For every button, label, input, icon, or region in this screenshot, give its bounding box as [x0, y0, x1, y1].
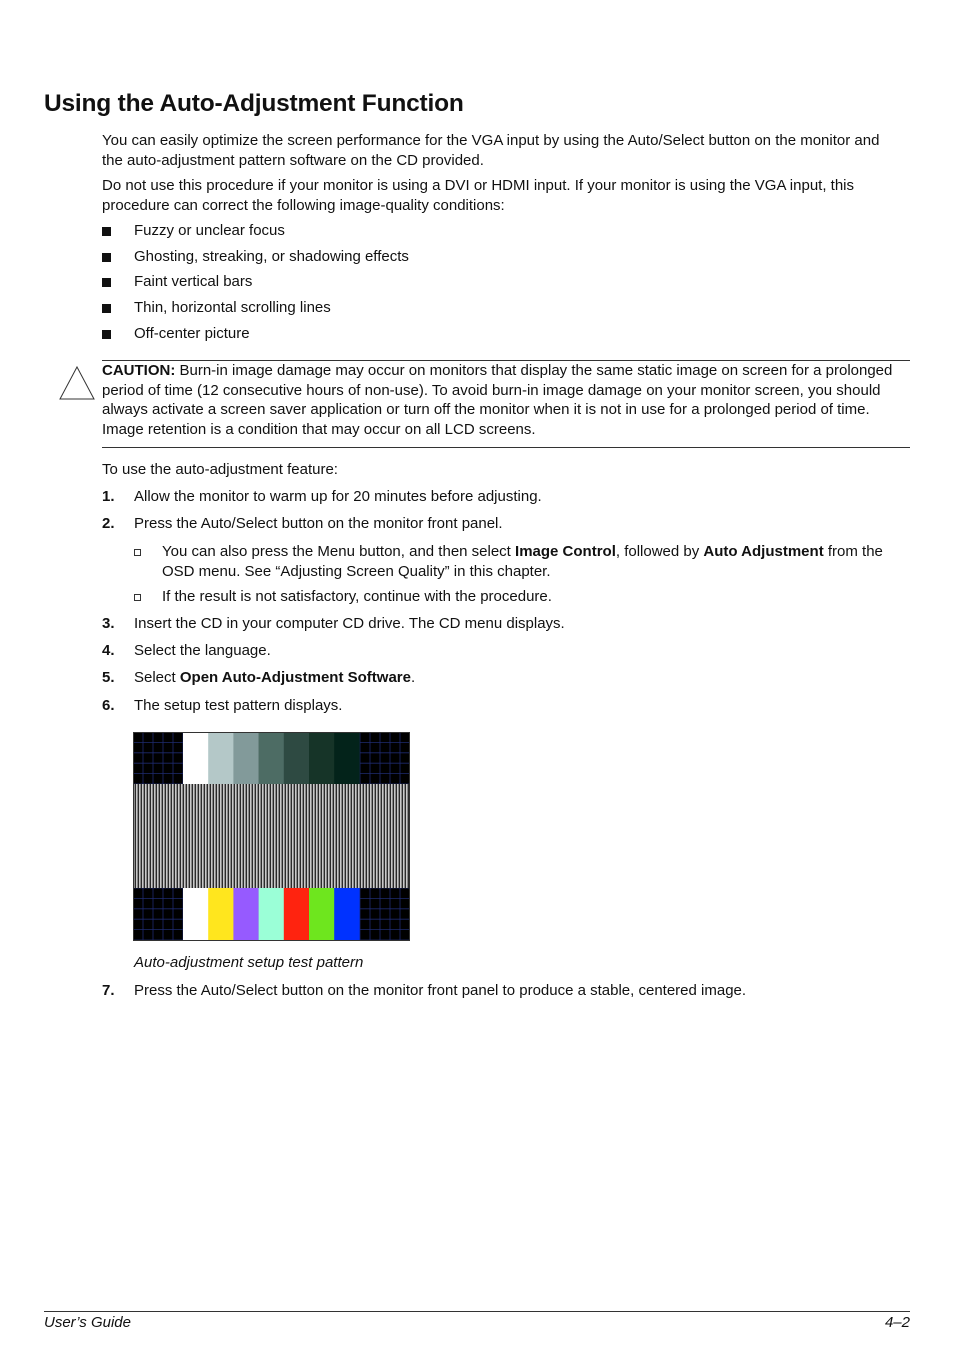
step-text: Press the Auto/Select button on the monitor front panel to produce a stable, centered image.	[134, 982, 747, 999]
hollow-square-bullet-icon	[134, 549, 141, 556]
sub-text-post: from the OSD menu. See “Adjusting Screen Quality” in this chapter.	[162, 543, 883, 580]
software-name: Open Auto-Adjustment Software	[179, 669, 411, 686]
gray-bar	[334, 732, 360, 784]
sub-item-text: If the result is not satisfactory, continue with the procedure.	[162, 588, 552, 605]
gray-bar	[259, 732, 285, 784]
condition-text: Off-center picture	[134, 325, 250, 342]
step-number: 1.	[102, 488, 115, 505]
step-text-pre: Select	[134, 669, 180, 686]
gray-bar	[183, 732, 209, 784]
caution-body: Burn-in image damage may occur on monitors that display the same static image on screen for a prolonged period of time (12 consecutive hours of non-use). To avoid burn-in image damage on your monitor screen, you should always activate a screen saver application or turn off the monitor when it is not in use for a prolonged period of time. Image retention is a condition that may occur on all LCD screens.	[102, 362, 893, 438]
test-pattern-image	[133, 732, 410, 941]
gray-bar	[309, 732, 335, 784]
step-number: 3.	[102, 615, 115, 632]
footer-page-number: 4–2	[884, 1314, 910, 1331]
step-number: 5.	[102, 669, 115, 686]
step-number: 7.	[102, 982, 115, 999]
square-bullet-icon	[102, 278, 111, 287]
square-bullet-icon	[102, 330, 111, 339]
image-control-term: Image Control	[515, 543, 616, 560]
color-bar	[284, 888, 310, 941]
square-bullet-icon	[102, 227, 111, 236]
color-bar	[309, 888, 335, 941]
step-number: 2.	[102, 515, 115, 532]
step-text: Press the Auto/Select button on the monitor front panel.	[134, 515, 503, 532]
intro-paragraph-2: Do not use this procedure if your monitor is using a DVI or HDMI input. If your monitor is using the VGA input, this procedure can correct the following image-quality conditions:	[102, 177, 855, 214]
color-bar	[334, 888, 360, 941]
condition-text: Fuzzy or unclear focus	[134, 222, 285, 239]
gray-bar	[208, 732, 234, 784]
footer-guide-title: User’s Guide	[44, 1314, 131, 1331]
intro-paragraph-1: You can easily optimize the screen performance for the VGA input by using the Auto/Select button on the monitor and the auto-adjustment pattern software on the CD provided.	[102, 132, 880, 169]
step-text: The setup test pattern displays.	[134, 697, 343, 714]
auto-adjustment-term: Auto Adjustment	[703, 543, 824, 560]
sub-text-mid: , followed by	[615, 543, 704, 560]
caution-icon	[58, 365, 96, 401]
caution-bottom-rule	[102, 447, 910, 448]
step-text-post: .	[410, 669, 416, 686]
stripe-band	[133, 784, 410, 888]
gray-bar	[233, 732, 259, 784]
step-text: Allow the monitor to warm up for 20 minutes before adjusting.	[134, 488, 542, 505]
footer-rule	[44, 1311, 910, 1312]
color-bar	[208, 888, 234, 941]
step-text: Select the language.	[134, 642, 271, 659]
condition-text: Faint vertical bars	[134, 273, 253, 290]
step-number: 6.	[102, 697, 115, 714]
step-text	[134, 668, 415, 688]
sub-item-text	[162, 542, 907, 581]
page-title: Using the Auto-Adjustment Function	[44, 90, 464, 117]
step-text: Insert the CD in your computer CD drive. The CD menu displays.	[134, 615, 565, 632]
square-bullet-icon	[102, 304, 111, 313]
color-bar	[183, 888, 209, 941]
gray-bar	[284, 732, 310, 784]
condition-text: Thin, horizontal scrolling lines	[134, 299, 331, 316]
step-number: 4.	[102, 642, 115, 659]
square-bullet-icon	[102, 253, 111, 262]
caution-label: CAUTION:	[102, 362, 176, 379]
color-bar	[259, 888, 285, 941]
sub-text-pre: You can also press the Menu button, and then select	[162, 543, 516, 560]
condition-text: Ghosting, streaking, or shadowing effects	[134, 248, 409, 265]
hollow-square-bullet-icon	[134, 594, 141, 601]
steps-intro: To use the auto-adjustment feature:	[102, 461, 338, 478]
color-bar	[233, 888, 259, 941]
figure-caption: Auto-adjustment setup test pattern	[134, 954, 364, 971]
caution-note	[102, 361, 902, 439]
